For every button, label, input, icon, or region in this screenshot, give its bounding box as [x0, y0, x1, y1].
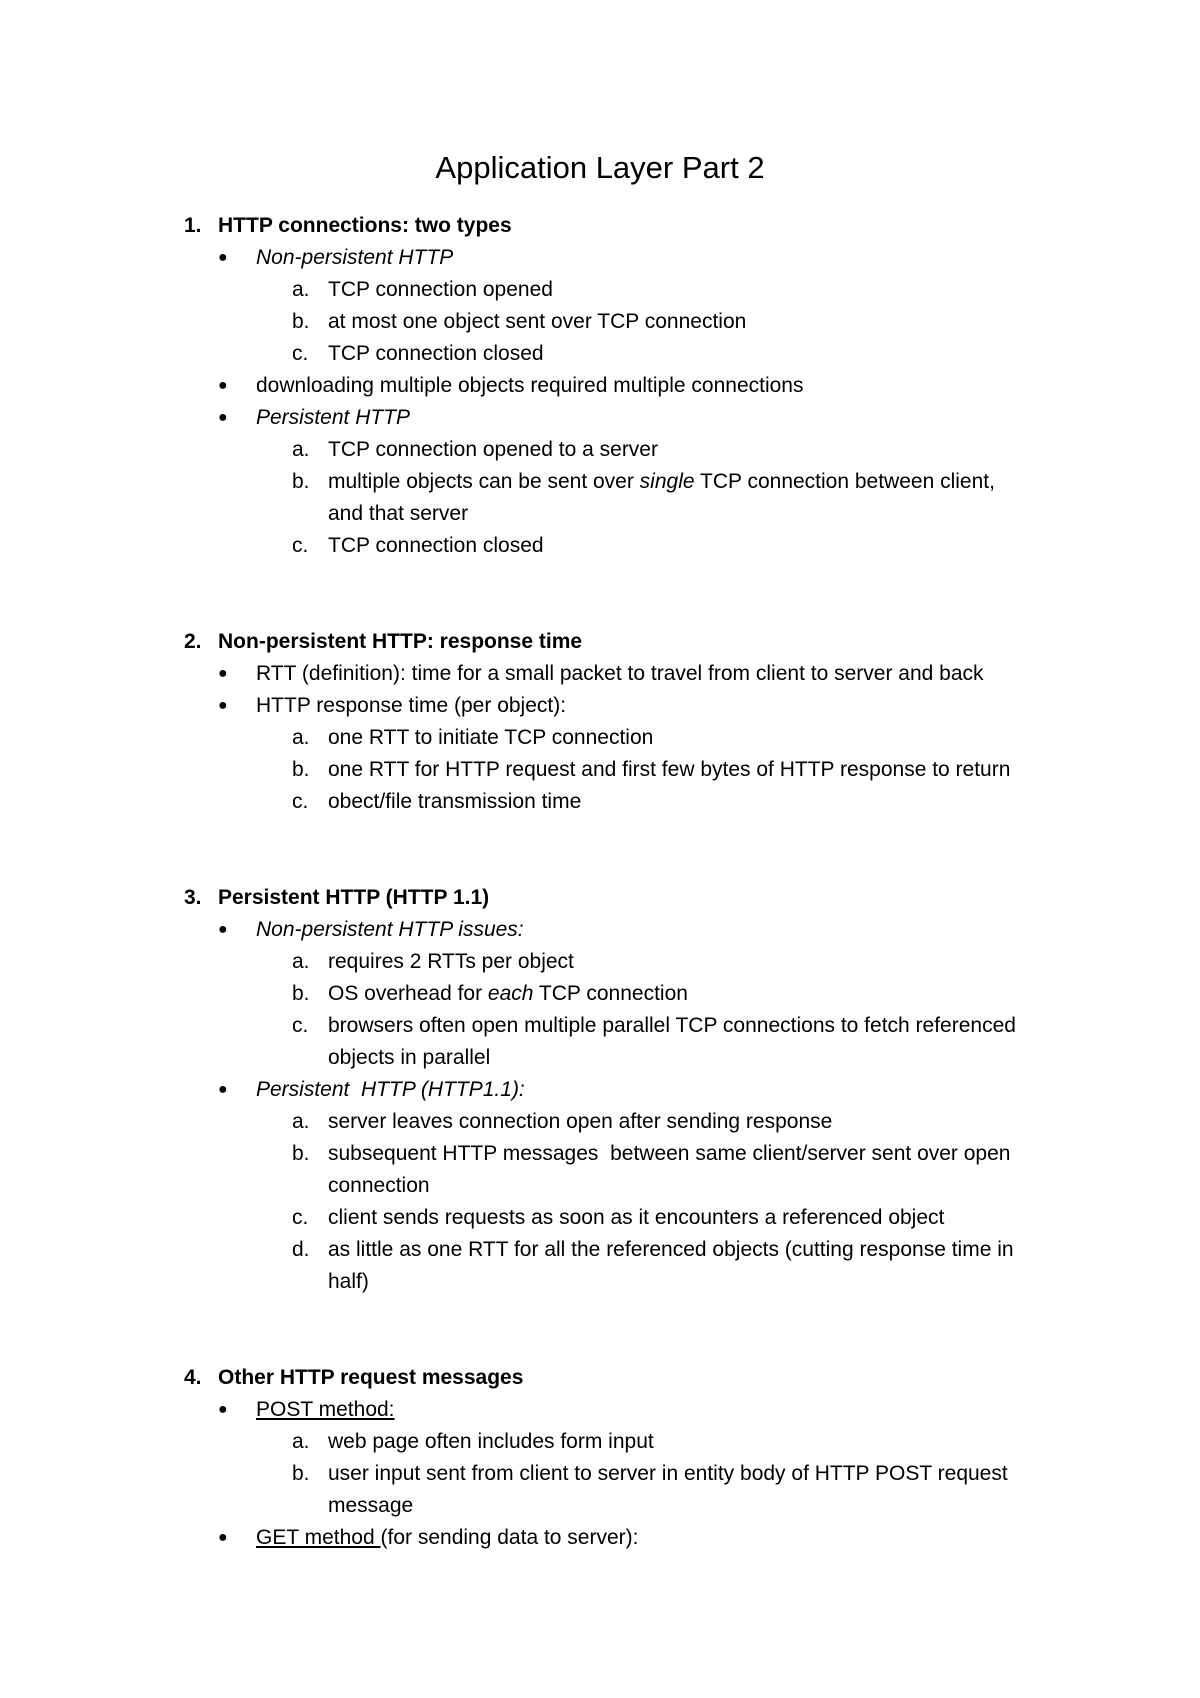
list-item [218, 1394, 395, 1426]
item-text-emphasis: each [487, 982, 534, 1005]
list-item [292, 1234, 1014, 1266]
item-text: one RTT for HTTP request and first few bytes of HTTP response to return [328, 758, 1011, 781]
bullet-text: Persistent HTTP [256, 406, 411, 429]
bullet-icon: ● [218, 697, 228, 714]
item-letter: d. [292, 1238, 310, 1261]
section-4-heading [184, 1362, 523, 1394]
item-text: TCP connection closed [328, 342, 544, 365]
list-item [292, 722, 653, 754]
bullet-text: Non-persistent HTTP issues: [256, 918, 524, 941]
item-letter: a. [292, 438, 310, 461]
item-text: obect/file transmission time [328, 790, 582, 813]
item-letter: c. [292, 342, 309, 365]
item-text: client sends requests as soon as it encounters a referenced object [328, 1206, 945, 1229]
list-item [292, 978, 688, 1010]
list-item [218, 242, 453, 274]
item-text: TCP connection between client, [694, 470, 995, 493]
bullet-text: (for sending data to server): [380, 1526, 639, 1549]
list-item [292, 1458, 1008, 1490]
section-3-heading [184, 882, 489, 914]
list-item [218, 658, 984, 690]
section-1-heading [184, 210, 512, 242]
item-letter: a. [292, 950, 310, 973]
bullet-icon: ● [218, 1401, 228, 1418]
bullet-text: downloading multiple objects required multiple connections [256, 374, 804, 397]
list-item-continuation: connection [328, 1174, 430, 1197]
list-item [292, 434, 658, 466]
item-text-emphasis: single [639, 470, 695, 493]
item-text: subsequent HTTP messages between same client/server sent over open [328, 1142, 1011, 1165]
item-letter: c. [292, 534, 309, 557]
bullet-icon: ● [218, 921, 228, 938]
item-letter: b. [292, 758, 310, 781]
item-text: user input sent from client to server in entity body of HTTP POST request [328, 1462, 1008, 1485]
section-number: 3. [184, 886, 202, 909]
item-text: web page often includes form input [328, 1430, 654, 1453]
list-item [292, 274, 553, 306]
bullet-icon: ● [218, 1081, 228, 1098]
item-text: TCP connection closed [328, 534, 544, 557]
list-item [218, 370, 804, 402]
bullet-text-underlined: GET method [256, 1526, 381, 1549]
item-letter: b. [292, 1142, 310, 1165]
list-item-continuation: objects in parallel [328, 1046, 491, 1069]
item-text: OS overhead for [328, 982, 488, 1005]
section-heading-text: Non-persistent HTTP: response time [218, 630, 583, 653]
list-item [292, 754, 1010, 786]
item-text: requires 2 RTTs per object [328, 950, 574, 973]
list-item [292, 306, 746, 338]
item-letter: a. [292, 278, 310, 301]
section-heading-text: HTTP connections: two types [218, 214, 512, 237]
list-item [218, 914, 524, 946]
bullet-icon: ● [218, 665, 228, 682]
list-item [218, 690, 566, 722]
list-item [218, 1522, 638, 1554]
item-letter: b. [292, 470, 310, 493]
item-text: multiple objects can be sent over [328, 470, 640, 493]
item-letter: a. [292, 1110, 310, 1133]
item-letter: c. [292, 1206, 309, 1229]
list-item [218, 1074, 525, 1106]
section-heading-text: Persistent HTTP (HTTP 1.1) [218, 886, 490, 909]
item-letter: c. [292, 790, 309, 813]
bullet-icon: ● [218, 377, 228, 394]
item-letter: b. [292, 982, 310, 1005]
list-item [292, 466, 995, 498]
item-letter: b. [292, 1462, 310, 1485]
item-letter: a. [292, 1430, 310, 1453]
item-text: at most one object sent over TCP connection [328, 310, 747, 333]
section-number: 4. [184, 1366, 202, 1389]
item-letter: c. [292, 1014, 309, 1037]
bullet-icon: ● [218, 1529, 228, 1546]
item-letter: b. [292, 310, 310, 333]
list-item [292, 530, 544, 562]
list-item [292, 338, 544, 370]
list-item-continuation: message [328, 1494, 414, 1517]
bullet-icon: ● [218, 249, 228, 266]
bullet-text: POST method: [256, 1398, 395, 1421]
list-item [292, 1202, 944, 1234]
item-text: TCP connection opened to a server [328, 438, 658, 461]
item-text: TCP connection opened [328, 278, 553, 301]
item-text: TCP connection [533, 982, 688, 1005]
list-item [218, 402, 410, 434]
item-text: server leaves connection open after sending response [328, 1110, 833, 1133]
list-item-continuation: and that server [328, 502, 469, 525]
list-item [292, 1138, 1010, 1170]
section-2-heading [184, 626, 582, 658]
section-number: 1. [184, 214, 202, 237]
bullet-text: RTT (definition): time for a small packet to travel from client to server and back [256, 662, 984, 685]
section-heading-text: Other HTTP request messages [218, 1366, 524, 1389]
bullet-text: Persistent HTTP (HTTP1.1): [256, 1078, 525, 1101]
list-item [292, 1106, 832, 1138]
list-item [292, 786, 581, 818]
item-letter: a. [292, 726, 310, 749]
page-title: Application Layer Part 2 [435, 150, 765, 185]
section-number: 2. [184, 630, 202, 653]
list-item [292, 1010, 1016, 1042]
item-text: as little as one RTT for all the referenced objects (cutting response time in [328, 1238, 1014, 1261]
bullet-text: HTTP response time (per object): [256, 694, 567, 717]
item-text: one RTT to initiate TCP connection [328, 726, 654, 749]
item-text: browsers often open multiple parallel TCP connections to fetch referenced [328, 1014, 1016, 1037]
bullet-text: Non-persistent HTTP [256, 246, 454, 269]
bullet-icon: ● [218, 409, 228, 426]
list-item [292, 946, 574, 978]
list-item-continuation: half) [328, 1270, 369, 1293]
list-item [292, 1426, 654, 1458]
